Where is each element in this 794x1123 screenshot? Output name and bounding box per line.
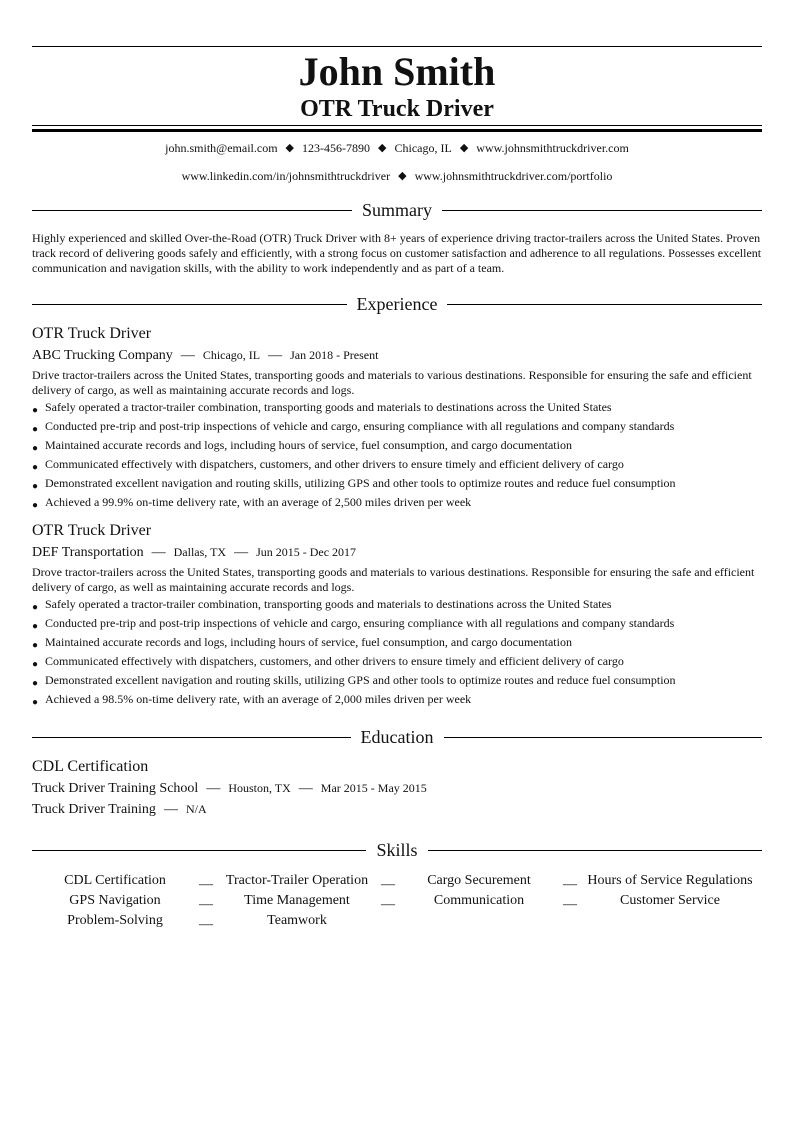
job-entry — [32, 324, 762, 510]
contact-block — [32, 141, 762, 197]
skills-heading — [32, 839, 762, 861]
job-location: Chicago, IL — [202, 348, 261, 362]
diamond-icon: ◆ — [398, 170, 407, 182]
contact-location: Chicago, IL — [394, 141, 452, 155]
diamond-icon: ◆ — [285, 142, 295, 154]
job-description: Drive tractor-trailers across the United States, transporting goods and materials to various destinations. Responsible for ensuring the safe and efficient delivery of cargo, as well as maintaining accurate records and logs. — [32, 368, 752, 397]
skill-item: Problem-Solving — [67, 913, 163, 928]
education-dates: Mar 2015 - May 2015 — [320, 781, 427, 795]
bullet-icon: ● — [32, 602, 39, 613]
summary-heading — [32, 199, 762, 221]
skills-grid — [32, 871, 762, 931]
list-item: ● Achieved a 98.5% on-time delivery rate, with an average of 2,000 miles driven per week — [32, 692, 472, 708]
bullet-icon: ● — [32, 405, 39, 416]
contact-phone[interactable]: 123-456-7890 — [302, 141, 371, 155]
bullet-icon: ● — [32, 659, 39, 670]
experience-heading-label: Experience — [356, 294, 438, 314]
skill-separator: — — [381, 877, 395, 892]
contact-email[interactable]: john.smith@email.com — [165, 141, 278, 155]
skill-separator: — — [381, 897, 395, 912]
header-rule-thin — [32, 125, 762, 126]
list-item: ● Demonstrated excellent navigation and routing skills, utilizing GPS and other tools to optimize routes and reduce fuel consumption — [32, 476, 676, 492]
skill-item: CDL Certification — [64, 873, 166, 888]
education-heading — [32, 726, 762, 748]
list-item: ● Safely operated a tractor-trailer combination, transporting goods and materials to destinations across the United States — [32, 597, 612, 613]
list-item: ● Conducted pre-trip and post-trip inspections of vehicle and cargo, ensuring compliance with all regulations and company standards — [32, 419, 675, 435]
contact-linkedin[interactable]: www.linkedin.com/in/johnsmithtruckdriver — [181, 169, 391, 183]
skill-separator: — — [563, 897, 577, 912]
experience-heading — [32, 293, 762, 315]
education-program: Truck Driver Training — N/A — [32, 802, 207, 817]
education-program-name: Truck Driver Training — [32, 802, 156, 817]
list-item: ● Demonstrated excellent navigation and routing skills, utilizing GPS and other tools to optimize routes and reduce fuel consumption — [32, 673, 676, 689]
skills-heading-label: Skills — [376, 840, 418, 860]
summary-heading-label: Summary — [362, 200, 432, 220]
list-item: ● Maintained accurate records and logs, including hours of service, fuel consumption, and cargo documentation — [32, 635, 572, 651]
bullet-icon: ● — [32, 424, 39, 435]
list-item: ● Conducted pre-trip and post-trip inspections of vehicle and cargo, ensuring compliance with all regulations and company standards — [32, 616, 675, 632]
bullet-icon: ● — [32, 462, 39, 473]
education-entry — [32, 757, 762, 819]
bullet-icon: ● — [32, 678, 39, 689]
contact-website[interactable]: www.johnsmithtruckdriver.com — [476, 141, 629, 155]
skill-separator: — — [199, 877, 213, 892]
job-dates: Jun 2015 - Dec 2017 — [256, 545, 357, 559]
education-heading-label: Education — [360, 727, 434, 747]
skill-item: Communication — [433, 893, 525, 908]
education-school: Truck Driver Training School — [32, 781, 199, 796]
list-item: ● Communicated effectively with dispatchers, customers, and other drivers to ensure timely and efficient delivery of cargo — [32, 457, 624, 473]
education-meta: Truck Driver Training School — Houston, TX — Mar 2015 - May 2015 — [32, 781, 427, 796]
skill-item: Teamwork — [267, 913, 327, 928]
header-top-rule — [32, 46, 762, 47]
skill-separator: — — [199, 917, 213, 932]
job-bullets — [32, 400, 762, 510]
contact-row-2 — [32, 169, 762, 197]
list-item: ● Maintained accurate records and logs, including hours of service, fuel consumption, and cargo documentation — [32, 438, 572, 454]
bullet-icon: ● — [32, 443, 39, 454]
diamond-icon: ◆ — [378, 142, 387, 154]
contact-row-1 — [32, 141, 762, 169]
list-item: ● Communicated effectively with dispatchers, customers, and other drivers to ensure timely and efficient delivery of cargo — [32, 654, 624, 670]
job-description: Drove tractor-trailers across the United States, transporting goods and materials to various destinations. Responsible for ensuring the safe and efficient delivery of cargo, as well as maintaining accurate records and logs. — [32, 565, 755, 594]
skill-separator: — — [563, 877, 577, 892]
skill-item: Time Management — [244, 893, 350, 908]
skill-separator: — — [199, 897, 213, 912]
skill-item: Tractor-Trailer Operation — [225, 873, 369, 888]
job-dates: Jan 2018 - Present — [290, 348, 379, 362]
resume-page — [32, 0, 762, 931]
candidate-title: OTR Truck Driver — [300, 96, 494, 122]
bullet-icon: ● — [32, 481, 39, 492]
skill-item: Hours of Service Regulations — [587, 873, 753, 888]
skill-item: Customer Service — [620, 893, 720, 908]
diamond-icon: ◆ — [459, 142, 469, 154]
job-meta: DEF Transportation — Dallas, TX — Jun 2015 - Dec 2017 — [32, 545, 357, 560]
contact-portfolio[interactable]: www.johnsmithtruckdriver.com/portfolio — [414, 169, 613, 183]
candidate-name: John Smith — [298, 49, 496, 94]
job-meta: ABC Trucking Company — Chicago, IL — Jan 2018 - Present — [32, 348, 379, 363]
bullet-icon: ● — [32, 500, 39, 511]
bullet-icon: ● — [32, 640, 39, 651]
header-rule-thick — [32, 129, 762, 132]
education-program-note: N/A — [185, 802, 207, 816]
summary-text: Highly experienced and skilled Over-the-Road (OTR) Truck Driver with 8+ years of experience driving tractor-trailers across the United States. Proven track record of delivering goods safely and efficiently, with a strong focus on customer satisfaction and adherence to all regulations. Possesses excellent communication and navigation skills, with the ability to work independently and as part of a team. — [32, 231, 762, 275]
list-item: ● Safely operated a tractor-trailer combination, transporting goods and materials to destinations across the United States — [32, 400, 612, 416]
bullet-icon: ● — [32, 621, 39, 632]
job-title: OTR Truck Driver — [32, 522, 152, 539]
bullet-icon: ● — [32, 697, 39, 708]
skill-item: GPS Navigation — [69, 893, 161, 908]
job-location: Dallas, TX — [173, 545, 227, 559]
job-company: DEF Transportation — [32, 545, 144, 560]
education-location: Houston, TX — [228, 781, 291, 795]
job-title: OTR Truck Driver — [32, 325, 152, 342]
education-degree: CDL Certification — [32, 758, 149, 775]
list-item: ● Achieved a 99.9% on-time delivery rate, with an average of 2,500 miles driven per week — [32, 495, 472, 511]
skill-item: Cargo Securement — [427, 873, 531, 888]
job-entry — [32, 521, 762, 707]
job-company: ABC Trucking Company — [32, 348, 173, 363]
job-bullets — [32, 597, 762, 707]
